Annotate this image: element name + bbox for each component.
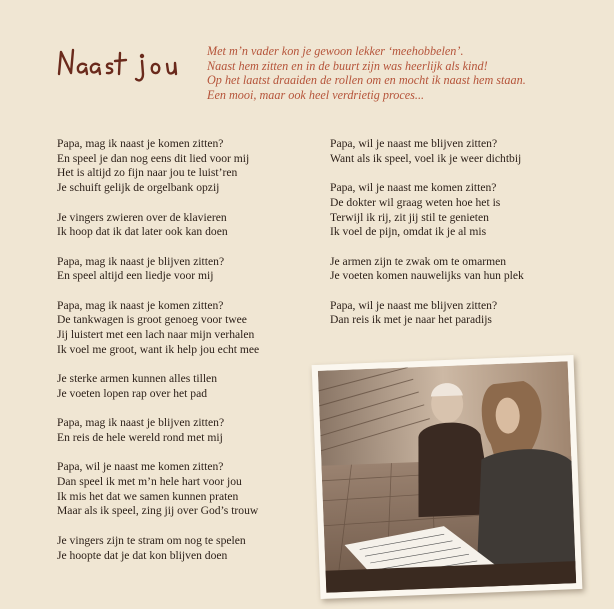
intro-line: Op het laatst draaiden de rollen om en mocht ik naast hem staan. — [207, 73, 526, 88]
lyric-line: Jij luistert met een lach naar mijn verhalen — [57, 328, 255, 342]
lyric-line: Ik voel me groot, want ik help jou echt mee — [57, 342, 260, 356]
lyric-line: En speel altijd een liedje voor mij — [57, 269, 214, 283]
lyric-line: Papa, mag ik naast je komen zitten? — [57, 137, 224, 150]
lyric-line: Het is altijd zo fijn naar jou te luist’ren — [57, 166, 238, 180]
lyric-line: Je voeten lopen rap over het pad — [57, 386, 208, 400]
lyric-line: Papa, wil je naast me komen zitten? — [57, 460, 224, 474]
photo-father-and-daughter — [318, 361, 576, 592]
intro-line: Naast hem zitten en in de buurt zijn was heerlijk als kind! — [207, 58, 488, 73]
stanza — [57, 534, 319, 563]
stanza — [57, 372, 319, 401]
lyric-line: De tankwagen is groot genoeg voor twee — [57, 313, 247, 327]
lyrics-right-column — [330, 137, 600, 343]
lyric-line: Dan reis ik met je naar het paradijs — [330, 313, 492, 327]
lyric-line: Je hoopte dat je dat kon blijven doen — [57, 548, 228, 562]
stanza — [330, 137, 600, 166]
handwritten-title — [56, 44, 196, 84]
stanza — [57, 299, 319, 358]
song-title — [56, 44, 196, 84]
stanza — [330, 299, 600, 328]
intro-text — [207, 44, 607, 102]
lyric-line: Je voeten komen nauwelijks van hun plek — [330, 269, 524, 283]
intro-line: Met m’n vader kon je gewoon lekker ‘meehobbelen’. — [207, 44, 464, 58]
lyric-line: Je vingers zwieren over de klavieren — [57, 210, 227, 224]
lyric-line: Je armen zijn te zwak om te omarmen — [330, 254, 507, 268]
lyric-line: Ik hoop dat ik dat later ook kan doen — [57, 225, 228, 239]
lyric-line: Maar als ik speel, zing jij over God’s trouw — [57, 504, 259, 518]
lyric-line: Je sterke armen kunnen alles tillen — [57, 372, 218, 386]
stanza — [57, 211, 319, 240]
lyric-line: Dan speel ik met m’n hele hart voor jou — [57, 475, 242, 489]
lyric-line: Papa, wil je naast me komen zitten? — [330, 181, 497, 195]
lyrics-left-column — [57, 137, 319, 578]
lyric-line: Papa, mag ik naast je blijven zitten? — [57, 416, 225, 430]
stanza — [57, 416, 319, 445]
intro-line: Een mooi, maar ook heel verdrietig proces... — [207, 87, 425, 102]
lyric-line: Je schuift gelijk de orgelbank opzij — [57, 181, 220, 195]
lyric-line: Terwijl ik rij, zit jij stil te genieten — [330, 210, 489, 224]
lyric-line: Papa, wil je naast me blijven zitten? — [330, 137, 498, 150]
lyric-line: En speel je dan nog eens dit lied voor mij — [57, 151, 250, 165]
stanza — [57, 255, 319, 284]
stanza — [57, 460, 319, 519]
lyric-line: Je vingers zijn te stram om nog te spelen — [57, 533, 246, 547]
lyric-line: En reis de hele wereld rond met mij — [57, 430, 223, 444]
stanza — [330, 255, 600, 284]
lyric-line: De dokter wil graag weten hoe het is — [330, 195, 501, 209]
lyric-line: Papa, mag ik naast je komen zitten? — [57, 298, 224, 312]
stanza — [330, 181, 600, 240]
lyric-line: Want als ik speel, voel ik je weer dichtbij — [330, 151, 522, 165]
lyric-line: Ik mis het dat we samen kunnen praten — [57, 489, 239, 503]
lyric-line: Papa, mag ik naast je blijven zitten? — [57, 254, 225, 268]
lyric-line: Papa, wil je naast me blijven zitten? — [330, 298, 498, 312]
stanza — [57, 137, 319, 196]
photo — [312, 355, 583, 599]
lyric-line: Ik voel de pijn, omdat ik je al mis — [330, 225, 487, 239]
